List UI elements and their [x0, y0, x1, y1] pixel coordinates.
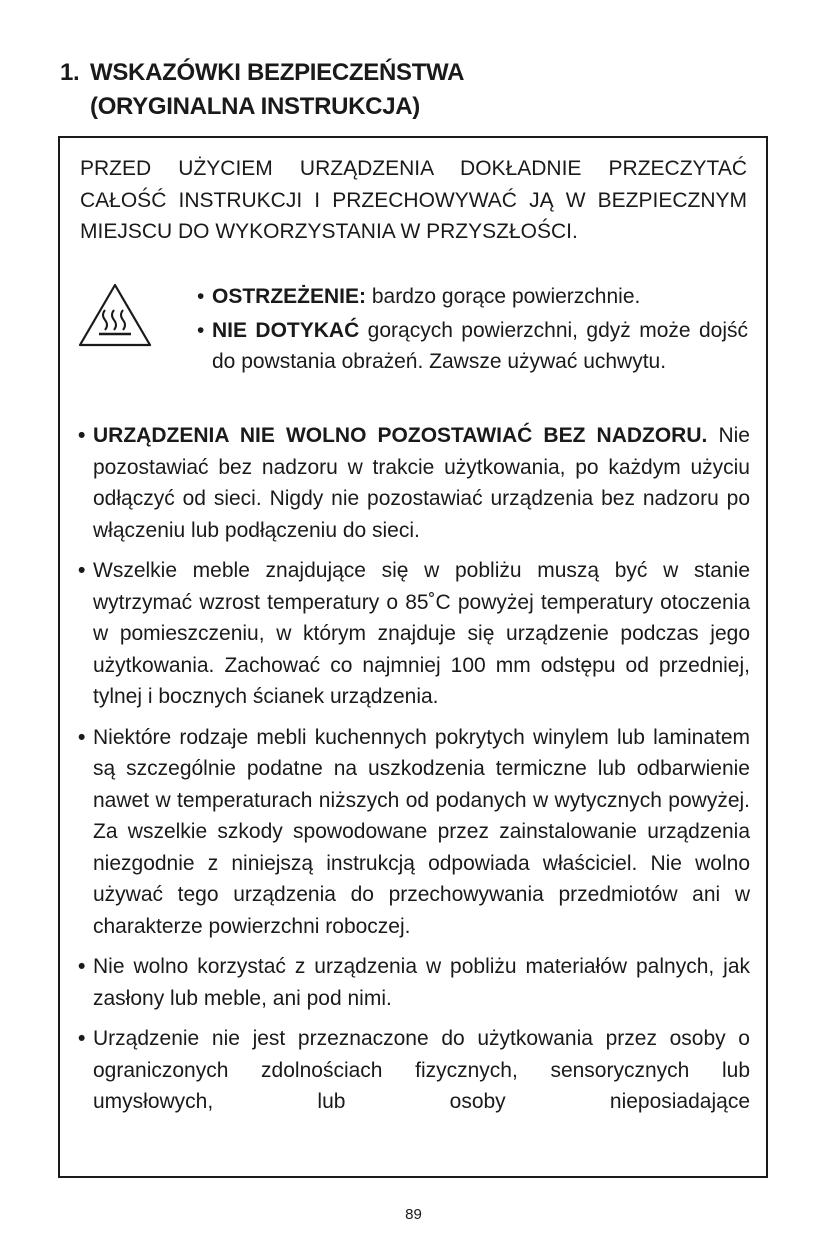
bullet-dot: •	[78, 424, 86, 447]
item-bold: URZĄDZENIA NIE WOLNO POZOSTAWIAĆ BEZ NADZORU.	[93, 424, 708, 447]
list-item	[78, 951, 750, 1014]
bullet-dot: •	[78, 559, 86, 582]
heading-title: WSKAZÓWKI BEZPIECZEŃSTWA	[90, 59, 465, 86]
list-item	[196, 315, 748, 377]
item-bold: OSTRZEŻENIE:	[212, 285, 367, 308]
heading-subtitle: (ORYGINALNA INSTRUKCJA)	[90, 93, 420, 120]
bullet-dot: •	[78, 955, 86, 978]
bullet-dot: •	[197, 285, 205, 308]
bullet-dot: •	[197, 319, 205, 342]
list-item	[78, 555, 750, 713]
list-item	[78, 1023, 750, 1118]
item-bold: NIE DOTYKAĆ	[212, 319, 360, 342]
safety-box	[58, 136, 768, 1178]
hot-surface-warning-icon	[77, 282, 153, 348]
safety-bullet-list	[78, 420, 750, 1127]
heading-number: 1.	[60, 59, 80, 86]
hot-surface-warning-list	[196, 281, 748, 380]
bullet-dot: •	[78, 725, 86, 749]
item-text: Nie wolno korzystać z urządzenia w pobliżu materiałów palnych, jak zasłony lub meble, ani pod nimi.	[93, 955, 750, 1010]
intro-paragraph: PRZED UŻYCIEM URZĄDZENIA DOKŁADNIE PRZECZYTAĆ CAŁOŚĆ INSTRUKCJI I PRZECHOWYWAĆ JĄ W BEZPIECZNYM MIEJSCU DO WYKORZYSTANIA W PRZYSZŁOŚCI.	[80, 157, 747, 243]
heading-line-1	[60, 56, 464, 90]
item-text: Niektóre rodzaje mebli kuchennych pokrytych winylem lub laminatem są szczególnie podatne na uszkodzenia termiczne lub odbarwienie nawet w temperaturach niższych od podanych w wytycznych powyżej. Za wszelkie szkody spowodowane przez zainstalowanie urządzenia niezgodnie z niniejszą instrukcją odpowiada właściciel. Nie wolno używać tego urządzenia do przechowywania przedmiotów ani w charakterze powierzchni roboczej.	[93, 725, 750, 938]
list-item	[196, 281, 748, 312]
item-text: Nie pozostawiać bez nadzoru w trakcie użytkowania, po każdym użyciu odłączyć od sieci. Nigdy nie pozostawiać urządzenia bez nadzoru po włączeniu lub podłączeniu do sieci.	[93, 424, 750, 542]
item-text: Urządzenie nie jest przeznaczone do użytkowania przez osoby o ograniczonych zdolnościach fizycznych, sensorycznych lub umysłowych, lub osoby nieposiadające	[93, 1027, 750, 1113]
list-item	[78, 420, 750, 546]
item-text: gorących powierzchni, gdyż może dojść do powstania obrażeń. Zawsze używać uchwytu.	[212, 319, 748, 373]
page-number: 89	[405, 1206, 422, 1223]
list-item	[78, 722, 750, 943]
item-text: Wszelkie meble znajdujące się w pobliżu muszą być w stanie wytrzymać wzrost temperatury o 85˚C powyżej temperatury otoczenia w pomieszczeniu, w którym znajduje się urządzenie podczas jego użytkowania. Zachować co najmniej 100 mm odstępu od przedniej, tylnej i bocznych ścianek urządzenia.	[93, 559, 750, 708]
bullet-dot: •	[78, 1027, 86, 1050]
item-text: bardzo gorące powierzchnie.	[366, 285, 641, 308]
section-heading	[60, 56, 464, 124]
